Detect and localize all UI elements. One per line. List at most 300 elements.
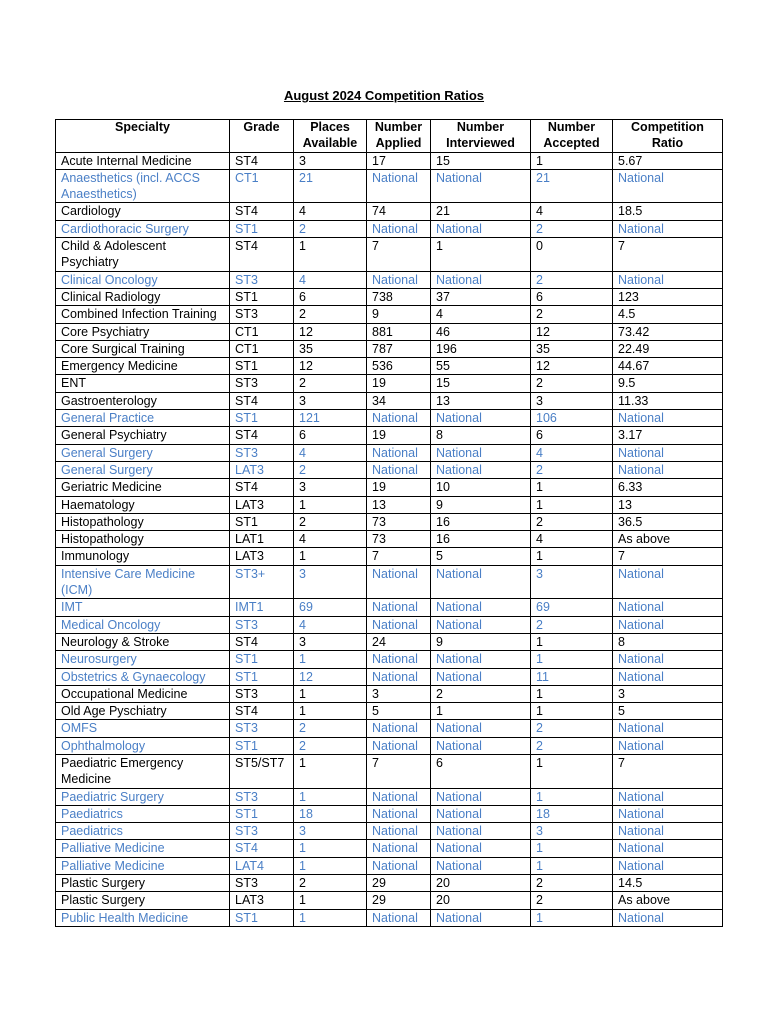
places-cell: 1: [294, 685, 367, 702]
ratio-cell: National: [613, 805, 723, 822]
grade-cell: ST1: [230, 651, 294, 668]
specialty-cell: Paediatric Surgery: [56, 788, 230, 805]
ratio-cell: 6.33: [613, 479, 723, 496]
table-row: [56, 444, 723, 461]
specialty-cell: Obstetrics & Gynaecology: [56, 668, 230, 685]
ratio-cell: 3: [613, 685, 723, 702]
table-row: [56, 548, 723, 565]
applied-cell: National: [367, 616, 431, 633]
applied-cell: 3: [367, 685, 431, 702]
interviewed-cell: 196: [431, 340, 531, 357]
grade-cell: CT1: [230, 169, 294, 203]
ratio-cell: National: [613, 823, 723, 840]
interviewed-cell: National: [431, 668, 531, 685]
interviewed-cell: National: [431, 651, 531, 668]
ratio-cell: 73.42: [613, 323, 723, 340]
accepted-cell: 0: [531, 238, 613, 272]
grade-cell: ST1: [230, 513, 294, 530]
specialty-cell: Histopathology: [56, 531, 230, 548]
accepted-cell: 12: [531, 358, 613, 375]
grade-cell: ST4: [230, 633, 294, 650]
ratio-cell: National: [613, 788, 723, 805]
table-row: [56, 840, 723, 857]
interviewed-cell: 9: [431, 633, 531, 650]
places-cell: 2: [294, 875, 367, 892]
interviewed-cell: National: [431, 805, 531, 822]
table-row: [56, 271, 723, 288]
interviewed-cell: National: [431, 410, 531, 427]
interviewed-cell: 13: [431, 392, 531, 409]
ratio-cell: National: [613, 909, 723, 926]
table-row: [56, 496, 723, 513]
specialty-cell: Clinical Oncology: [56, 271, 230, 288]
accepted-cell: 4: [531, 531, 613, 548]
places-cell: 12: [294, 358, 367, 375]
specialty-cell: Gastroenterology: [56, 392, 230, 409]
specialty-cell: Paediatric Emergency Medicine: [56, 754, 230, 788]
specialty-cell: IMT: [56, 599, 230, 616]
table-row: [56, 479, 723, 496]
ratio-cell: National: [613, 668, 723, 685]
grade-cell: ST4: [230, 703, 294, 720]
table-row: [56, 703, 723, 720]
interviewed-cell: 1: [431, 238, 531, 272]
specialty-cell: Paediatrics: [56, 823, 230, 840]
table-row: [56, 461, 723, 478]
places-cell: 1: [294, 840, 367, 857]
ratio-cell: 18.5: [613, 203, 723, 220]
accepted-cell: 3: [531, 565, 613, 599]
interviewed-cell: 8: [431, 427, 531, 444]
grade-cell: ST4: [230, 392, 294, 409]
applied-cell: 536: [367, 358, 431, 375]
specialty-cell: General Surgery: [56, 444, 230, 461]
accepted-cell: 18: [531, 805, 613, 822]
ratio-cell: 8: [613, 633, 723, 650]
grade-cell: ST4: [230, 479, 294, 496]
accepted-cell: 6: [531, 288, 613, 305]
applied-cell: National: [367, 565, 431, 599]
ratio-cell: 4.5: [613, 306, 723, 323]
accepted-cell: 1: [531, 479, 613, 496]
places-cell: 1: [294, 857, 367, 874]
table-row: [56, 238, 723, 272]
ratio-cell: As above: [613, 892, 723, 909]
ratio-cell: 5.67: [613, 152, 723, 169]
table-row: [56, 805, 723, 822]
header-text: Applied: [375, 135, 422, 150]
grade-cell: ST4: [230, 203, 294, 220]
applied-cell: National: [367, 840, 431, 857]
grade-cell: ST1: [230, 737, 294, 754]
grade-cell: ST1: [230, 909, 294, 926]
accepted-cell: 12: [531, 323, 613, 340]
grade-cell: ST1: [230, 410, 294, 427]
ratio-cell: National: [613, 599, 723, 616]
interviewed-cell: National: [431, 444, 531, 461]
table-row: [56, 427, 723, 444]
table-row: [56, 823, 723, 840]
interviewed-cell: 21: [431, 203, 531, 220]
ratio-cell: National: [613, 169, 723, 203]
table-row: [56, 531, 723, 548]
places-cell: 1: [294, 909, 367, 926]
ratio-cell: 36.5: [613, 513, 723, 530]
accepted-cell: 11: [531, 668, 613, 685]
accepted-cell: 1: [531, 152, 613, 169]
applied-cell: National: [367, 737, 431, 754]
interviewed-cell: National: [431, 271, 531, 288]
grade-cell: ST3+: [230, 565, 294, 599]
applied-cell: National: [367, 461, 431, 478]
places-cell: 2: [294, 720, 367, 737]
grade-cell: ST3: [230, 875, 294, 892]
interviewed-cell: 20: [431, 875, 531, 892]
applied-cell: 17: [367, 152, 431, 169]
grade-cell: LAT3: [230, 548, 294, 565]
interviewed-cell: 5: [431, 548, 531, 565]
header-text: Interviewed: [446, 135, 515, 150]
specialty-cell: OMFS: [56, 720, 230, 737]
places-cell: 121: [294, 410, 367, 427]
grade-cell: ST1: [230, 220, 294, 237]
table-row: [56, 599, 723, 616]
interviewed-cell: 15: [431, 152, 531, 169]
applied-cell: 738: [367, 288, 431, 305]
specialty-cell: Medical Oncology: [56, 616, 230, 633]
header-text: Number: [374, 120, 423, 134]
accepted-cell: 21: [531, 169, 613, 203]
places-cell: 2: [294, 375, 367, 392]
interviewed-cell: National: [431, 599, 531, 616]
applied-cell: National: [367, 668, 431, 685]
places-cell: 4: [294, 444, 367, 461]
interviewed-cell: 16: [431, 531, 531, 548]
table-row: [56, 358, 723, 375]
specialty-cell: Histopathology: [56, 513, 230, 530]
places-cell: 4: [294, 616, 367, 633]
table-row: [56, 513, 723, 530]
grade-cell: ST1: [230, 805, 294, 822]
interviewed-cell: National: [431, 788, 531, 805]
ratio-cell: 11.33: [613, 392, 723, 409]
grade-cell: LAT4: [230, 857, 294, 874]
accepted-cell: 35: [531, 340, 613, 357]
applied-cell: 34: [367, 392, 431, 409]
applied-cell: National: [367, 271, 431, 288]
header-text: Ratio: [651, 135, 684, 150]
specialty-cell: Neurosurgery: [56, 651, 230, 668]
specialty-cell: Geriatric Medicine: [56, 479, 230, 496]
applied-cell: 7: [367, 238, 431, 272]
applied-cell: 19: [367, 479, 431, 496]
places-cell: 2: [294, 461, 367, 478]
table-row: [56, 323, 723, 340]
places-cell: 12: [294, 323, 367, 340]
accepted-cell: 2: [531, 271, 613, 288]
applied-cell: National: [367, 410, 431, 427]
interviewed-cell: 20: [431, 892, 531, 909]
table-row: [56, 788, 723, 805]
accepted-cell: 2: [531, 720, 613, 737]
applied-cell: National: [367, 220, 431, 237]
accepted-cell: 6: [531, 427, 613, 444]
interviewed-cell: National: [431, 840, 531, 857]
specialty-cell: Neurology & Stroke: [56, 633, 230, 650]
places-cell: 4: [294, 271, 367, 288]
grade-cell: CT1: [230, 323, 294, 340]
grade-cell: ST5/ST7: [230, 754, 294, 788]
specialty-cell: Combined Infection Training: [56, 306, 230, 323]
applied-cell: 73: [367, 531, 431, 548]
grade-cell: ST3: [230, 685, 294, 702]
accepted-cell: 1: [531, 496, 613, 513]
ratio-cell: National: [613, 840, 723, 857]
applied-cell: 29: [367, 875, 431, 892]
table-row: [56, 875, 723, 892]
applied-cell: National: [367, 788, 431, 805]
interviewed-cell: 1: [431, 703, 531, 720]
specialty-cell: Core Psychiatry: [56, 323, 230, 340]
places-cell: 18: [294, 805, 367, 822]
specialty-cell: Plastic Surgery: [56, 892, 230, 909]
accepted-cell: 2: [531, 513, 613, 530]
places-cell: 1: [294, 496, 367, 513]
ratio-cell: National: [613, 737, 723, 754]
ratio-cell: 44.67: [613, 358, 723, 375]
applied-cell: National: [367, 909, 431, 926]
grade-cell: IMT1: [230, 599, 294, 616]
header-text: Available: [302, 135, 358, 150]
places-cell: 2: [294, 306, 367, 323]
places-cell: 3: [294, 565, 367, 599]
header-text: Specialty: [115, 120, 170, 134]
interviewed-cell: 9: [431, 496, 531, 513]
interviewed-cell: National: [431, 169, 531, 203]
accepted-cell: 2: [531, 306, 613, 323]
grade-cell: ST4: [230, 152, 294, 169]
accepted-cell: 1: [531, 909, 613, 926]
applied-cell: 9: [367, 306, 431, 323]
applied-cell: 19: [367, 375, 431, 392]
accepted-cell: 3: [531, 392, 613, 409]
interviewed-cell: 6: [431, 754, 531, 788]
interviewed-cell: 10: [431, 479, 531, 496]
applied-cell: 7: [367, 754, 431, 788]
specialty-cell: Immunology: [56, 548, 230, 565]
specialty-cell: General Psychiatry: [56, 427, 230, 444]
table-row: [56, 220, 723, 237]
ratio-cell: National: [613, 410, 723, 427]
places-cell: 2: [294, 513, 367, 530]
interviewed-cell: National: [431, 720, 531, 737]
grade-cell: CT1: [230, 340, 294, 357]
ratio-cell: As above: [613, 531, 723, 548]
accepted-cell: 1: [531, 857, 613, 874]
applied-cell: National: [367, 823, 431, 840]
specialty-cell: General Practice: [56, 410, 230, 427]
table-row: [56, 203, 723, 220]
accepted-cell: 2: [531, 737, 613, 754]
accepted-cell: 2: [531, 875, 613, 892]
specialty-cell: Clinical Radiology: [56, 288, 230, 305]
applied-cell: 13: [367, 496, 431, 513]
applied-cell: National: [367, 599, 431, 616]
accepted-cell: 1: [531, 685, 613, 702]
ratio-cell: 7: [613, 754, 723, 788]
places-cell: 3: [294, 633, 367, 650]
accepted-cell: 2: [531, 461, 613, 478]
specialty-cell: Core Surgical Training: [56, 340, 230, 357]
page-title: August 2024 Competition Ratios: [283, 88, 485, 103]
specialty-cell: Public Health Medicine: [56, 909, 230, 926]
grade-cell: ST3: [230, 616, 294, 633]
places-cell: 1: [294, 754, 367, 788]
grade-cell: ST3: [230, 823, 294, 840]
table-row: [56, 685, 723, 702]
header-text: Grade: [243, 120, 280, 134]
table-row: [56, 909, 723, 926]
applied-cell: 19: [367, 427, 431, 444]
applied-cell: 24: [367, 633, 431, 650]
table-row: [56, 410, 723, 427]
grade-cell: LAT3: [230, 892, 294, 909]
interviewed-cell: National: [431, 857, 531, 874]
places-cell: 2: [294, 737, 367, 754]
accepted-cell: 4: [531, 444, 613, 461]
places-cell: 6: [294, 427, 367, 444]
ratio-cell: 7: [613, 548, 723, 565]
table-row: [56, 392, 723, 409]
interviewed-cell: National: [431, 616, 531, 633]
applied-cell: National: [367, 720, 431, 737]
applied-cell: National: [367, 651, 431, 668]
grade-cell: ST3: [230, 306, 294, 323]
table-row: [56, 737, 723, 754]
ratio-cell: National: [613, 271, 723, 288]
places-cell: 1: [294, 703, 367, 720]
interviewed-cell: 55: [431, 358, 531, 375]
interviewed-cell: National: [431, 823, 531, 840]
places-cell: 3: [294, 823, 367, 840]
ratio-cell: National: [613, 565, 723, 599]
places-cell: 1: [294, 238, 367, 272]
places-cell: 35: [294, 340, 367, 357]
accepted-cell: 3: [531, 823, 613, 840]
grade-cell: ST3: [230, 444, 294, 461]
competition-ratios-table: [55, 119, 723, 927]
grade-cell: ST4: [230, 427, 294, 444]
places-cell: 2: [294, 220, 367, 237]
applied-cell: 73: [367, 513, 431, 530]
accepted-cell: 2: [531, 375, 613, 392]
header-places-available: [294, 120, 367, 153]
applied-cell: National: [367, 169, 431, 203]
specialty-cell: Haematology: [56, 496, 230, 513]
specialty-cell: Intensive Care Medicine (ICM): [56, 565, 230, 599]
applied-cell: 29: [367, 892, 431, 909]
table-row: [56, 288, 723, 305]
header-text: Competition: [631, 120, 704, 134]
places-cell: 4: [294, 203, 367, 220]
header-number-accepted: [531, 120, 613, 153]
table-row: [56, 169, 723, 203]
interviewed-cell: National: [431, 220, 531, 237]
interviewed-cell: 15: [431, 375, 531, 392]
table-row: [56, 375, 723, 392]
places-cell: 4: [294, 531, 367, 548]
table-row: [56, 754, 723, 788]
ratio-cell: 9.5: [613, 375, 723, 392]
accepted-cell: 1: [531, 788, 613, 805]
table-row: [56, 892, 723, 909]
accepted-cell: 69: [531, 599, 613, 616]
places-cell: 1: [294, 651, 367, 668]
specialty-cell: Emergency Medicine: [56, 358, 230, 375]
grade-cell: ST3: [230, 271, 294, 288]
applied-cell: National: [367, 444, 431, 461]
ratio-cell: National: [613, 220, 723, 237]
interviewed-cell: National: [431, 909, 531, 926]
table-row: [56, 633, 723, 650]
grade-cell: ST1: [230, 288, 294, 305]
header-number-interviewed: [431, 120, 531, 153]
places-cell: 3: [294, 479, 367, 496]
specialty-cell: ENT: [56, 375, 230, 392]
accepted-cell: 1: [531, 754, 613, 788]
accepted-cell: 1: [531, 633, 613, 650]
specialty-cell: Paediatrics: [56, 805, 230, 822]
accepted-cell: 1: [531, 548, 613, 565]
specialty-cell: Child & Adolescent Psychiatry: [56, 238, 230, 272]
table-row: [56, 340, 723, 357]
ratio-cell: 22.49: [613, 340, 723, 357]
specialty-cell: Cardiology: [56, 203, 230, 220]
applied-cell: 787: [367, 340, 431, 357]
accepted-cell: 2: [531, 892, 613, 909]
places-cell: 6: [294, 288, 367, 305]
ratio-cell: 3.17: [613, 427, 723, 444]
table-row: [56, 720, 723, 737]
interviewed-cell: 16: [431, 513, 531, 530]
interviewed-cell: National: [431, 565, 531, 599]
places-cell: 3: [294, 392, 367, 409]
interviewed-cell: 2: [431, 685, 531, 702]
places-cell: 1: [294, 892, 367, 909]
header-text: Number: [456, 120, 505, 134]
applied-cell: 74: [367, 203, 431, 220]
accepted-cell: 106: [531, 410, 613, 427]
table-row: [56, 152, 723, 169]
header-text: Number: [547, 120, 596, 134]
ratio-cell: 7: [613, 238, 723, 272]
places-cell: 12: [294, 668, 367, 685]
accepted-cell: 1: [531, 840, 613, 857]
specialty-cell: Acute Internal Medicine: [56, 152, 230, 169]
specialty-cell: Anaesthetics (incl. ACCS Anaesthetics): [56, 169, 230, 203]
grade-cell: ST3: [230, 720, 294, 737]
interviewed-cell: 37: [431, 288, 531, 305]
specialty-cell: Cardiothoracic Surgery: [56, 220, 230, 237]
accepted-cell: 1: [531, 703, 613, 720]
specialty-cell: Old Age Pyschiatry: [56, 703, 230, 720]
grade-cell: ST3: [230, 375, 294, 392]
ratio-cell: 5: [613, 703, 723, 720]
applied-cell: National: [367, 805, 431, 822]
applied-cell: 881: [367, 323, 431, 340]
interviewed-cell: 4: [431, 306, 531, 323]
grade-cell: ST4: [230, 840, 294, 857]
